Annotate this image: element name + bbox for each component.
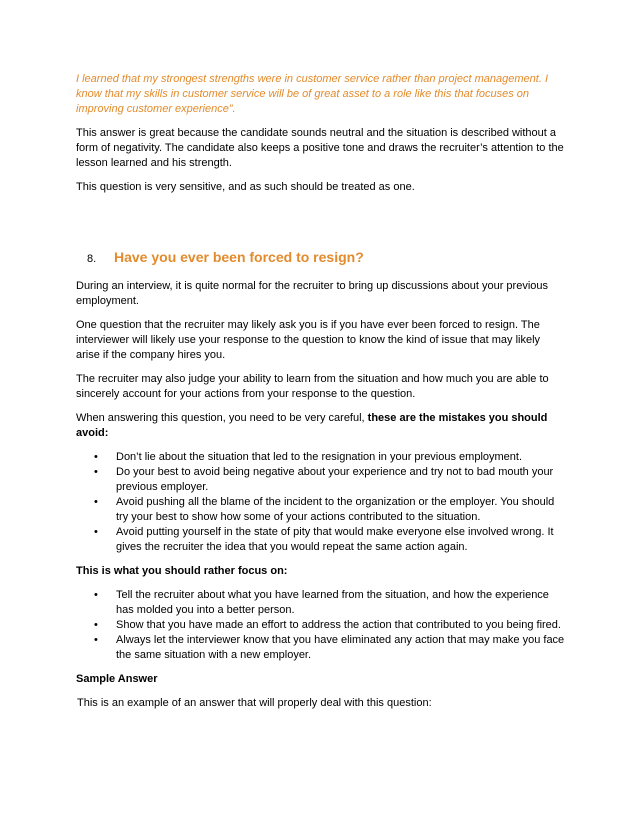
list-item: • Avoid putting yourself in the state of pity that would make everyone else involved wrong. It gives the recruiter the idea that you would repeat the same action again. [76,525,566,555]
list-item: • Do your best to avoid being negative about your experience and try not to bad mouth your previous employer. [76,465,566,495]
list-item: • Don’t lie about the situation that led to the resignation in your previous employment. [76,450,566,465]
careful-prefix: When answering this question, you need to be very careful, [76,412,368,424]
focus-heading: This is what you should rather focus on: [76,565,288,577]
list-item: • Avoid pushing all the blame of the incident to the organization or the employer. You should try your best to show how some of your actions contributed to the situation. [76,495,566,525]
list-item: • Show that you have made an effort to address the action that contributed to you being fired. [76,618,566,633]
sensitive-note: This question is very sensitive, and as such should be treated as one. [76,181,415,193]
focus-list [76,588,566,663]
list-item: • Tell the recruiter about what you have learned from the situation, and how the experience has molded you into a better person. [76,588,566,618]
intro-paragraph: During an interview, it is quite normal for the recruiter to bring up discussions about your previous employment. [76,280,549,307]
careful-paragraph [76,411,566,441]
section-title: Have you ever been forced to resign? [114,249,364,265]
analysis-paragraph: This answer is great because the candidate sounds neutral and the situation is described without a form of negativity. The candidate also keeps a positive tone and draws the recruiter’s attention to the lesson learned and his strength. [76,127,564,169]
sample-answer-quote: I learned that my strongest strengths were in customer service rather than project management. I know that my skills in customer service will be of great asset to a role like this that focuses on improving customer experience”. [76,73,549,115]
section-number: 8. [87,253,97,265]
careful-bold: these are the mistakes you should avoid: [76,412,548,439]
section-heading [76,250,566,267]
document-page [76,72,566,720]
question-paragraph: One question that the recruiter may likely ask you is if you have ever been forced to resign. The interviewer will likely use your response to the question to know the kind of issue that may likely arise if the company hires you. [76,319,541,361]
sample-intro: This is an example of an answer that will properly deal with this question: [77,697,432,709]
list-item: • Always let the interviewer know that you have eliminated any action that may make you face the same situation with a new employer. [76,633,566,663]
sample-heading: Sample Answer [76,673,158,685]
mistakes-list [76,450,566,555]
judge-paragraph: The recruiter may also judge your ability to learn from the situation and how much you are able to sincerely account for your actions from your response to the question. [76,373,549,400]
